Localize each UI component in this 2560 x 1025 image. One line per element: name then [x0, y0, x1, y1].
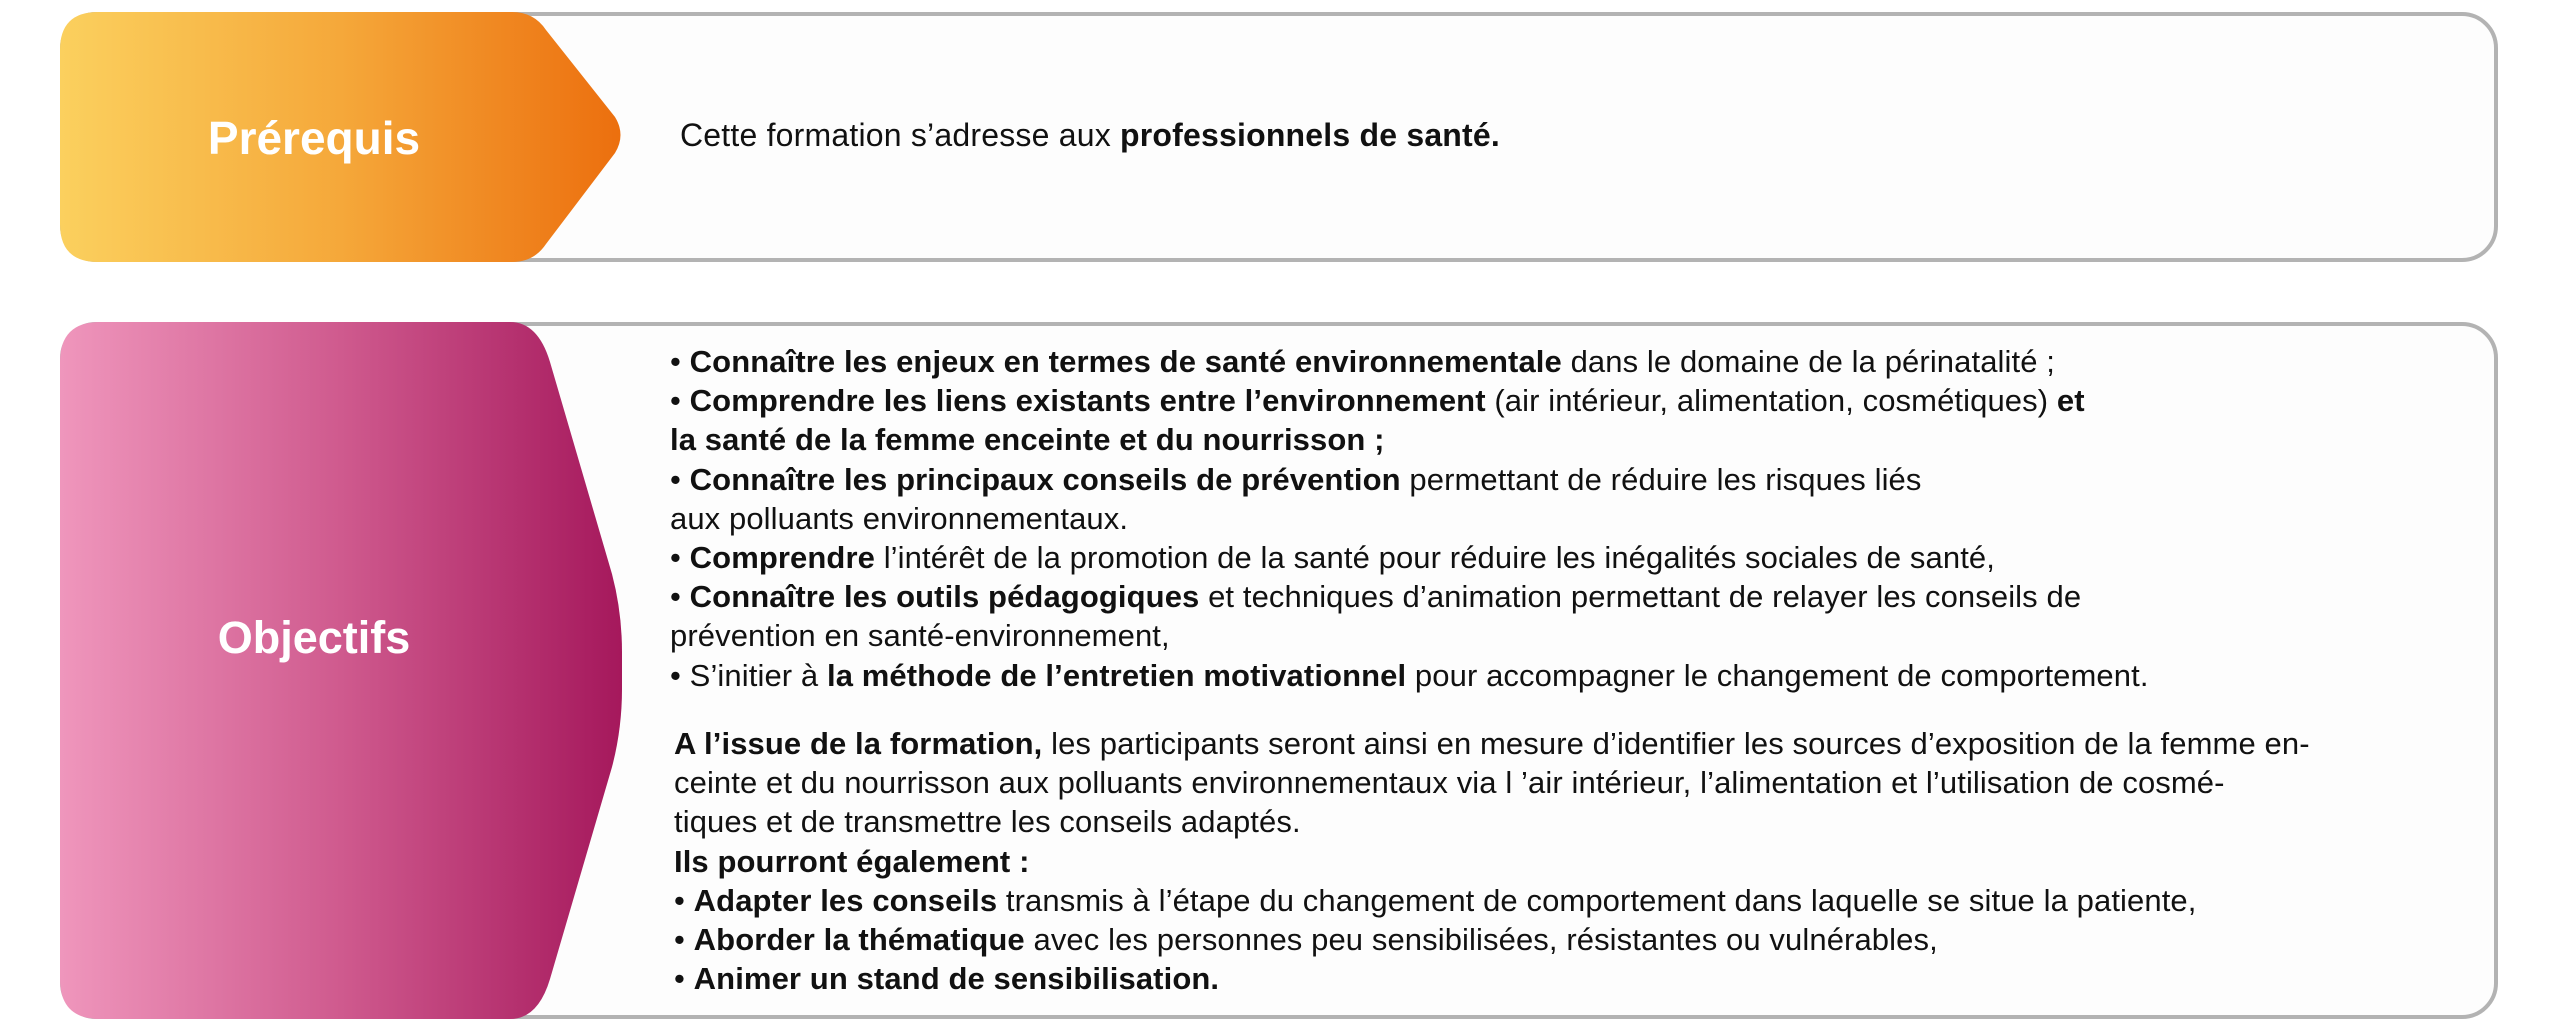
objectif-regular: et techniques d’animation permettant de relayer les conseils de: [1199, 579, 2082, 615]
objectif-item: [670, 381, 2450, 420]
objectifs-chevron-shape: [60, 322, 626, 1019]
bullet: •: [670, 383, 681, 419]
bullet: •: [670, 461, 681, 497]
outcome-item: [674, 959, 2474, 998]
objectif-regular: pour accompagner le changement de comportement.: [1406, 657, 2149, 693]
objectif-bold: Connaître les enjeux en termes de santé environnementale: [689, 344, 1562, 379]
objectif-regular: aux polluants environnementaux.: [670, 500, 1129, 536]
prerequis-text-regular: Cette formation s’adresse aux: [680, 117, 1120, 153]
objectif-regular: l’intérêt de la promotion de la santé pour réduire les inégalités sociales de santé,: [874, 540, 1995, 576]
outcome-regular: avec les personnes peu sensibilisées, résistantes ou vulnérables,: [1024, 922, 1938, 958]
objectif-regular: S’initier à: [689, 657, 827, 693]
objectif-item-continuation: [670, 420, 2450, 459]
bullet: •: [674, 922, 685, 958]
outcome-line: ceinte et du nourrisson aux polluants environnementaux via l ’air intérieur, l’alimentation et l’utilisation de cosmé-: [674, 765, 2225, 801]
objectif-bold: et: [2056, 383, 2085, 419]
objectifs-outcome: [674, 724, 2474, 998]
objectif-item-continuation: [670, 499, 2450, 538]
outcome-bold: Aborder la thématique: [693, 922, 1025, 958]
outcome-line: [674, 724, 2474, 763]
prerequis-text-bold: professionnels de santé.: [1119, 117, 1501, 153]
outcome-item: [674, 881, 2474, 920]
prerequis-text: [680, 115, 1500, 155]
objectifs-list: [670, 342, 2450, 695]
outcome-regular: transmis à l’étape du changement de comportement dans laquelle se situe la patiente,: [997, 882, 2197, 918]
objectifs-tab: [60, 322, 626, 1019]
outcome-regular: les participants seront ainsi en mesure d’identifier les sources d’exposition de la femme en-: [1042, 726, 2310, 761]
objectif-item: [670, 342, 2450, 381]
bullet: •: [674, 961, 685, 997]
outcome-also-heading: Ils pourront également :: [674, 843, 1030, 879]
prerequis-tab: [60, 12, 626, 262]
outcome-bold: Animer un stand de sensibilisation.: [693, 961, 1220, 997]
objectif-bold: Connaître les principaux conseils de prévention: [689, 461, 1401, 497]
objectif-item: [670, 656, 2450, 695]
objectifs-label: Objectifs: [217, 612, 411, 663]
objectif-bold: Comprendre: [689, 540, 875, 576]
outcome-item: [674, 920, 2474, 959]
objectif-bold: la méthode de l’entretien motivationnel: [826, 657, 1407, 693]
outcome-line: tiques et de transmettre les conseils adaptés.: [674, 804, 1301, 840]
objectif-item: [670, 538, 2450, 577]
objectif-item-continuation: [670, 616, 2450, 655]
objectif-bold: Connaître les outils pédagogiques: [689, 579, 1200, 615]
objectif-regular: prévention en santé-environnement,: [670, 618, 1170, 654]
prerequis-label: Prérequis: [207, 112, 421, 164]
objectif-item: [670, 577, 2450, 616]
bullet: •: [674, 882, 685, 918]
bullet: •: [670, 579, 681, 615]
objectif-item: [670, 460, 2450, 499]
objectif-bold: Comprendre les liens existants entre l’environnement: [689, 383, 1486, 419]
objectif-regular: (air intérieur, alimentation, cosmétiques): [1485, 383, 2057, 419]
bullet: •: [670, 344, 681, 379]
objectif-bold: la santé de la femme enceinte et du nourrisson ;: [670, 422, 1385, 458]
bullet: •: [670, 657, 681, 693]
objectif-regular: permettant de réduire les risques liés: [1400, 461, 1922, 497]
objectif-regular: dans le domaine de la périnatalité ;: [1561, 344, 2055, 379]
outcome-bold: Adapter les conseils: [693, 882, 998, 918]
outcome-bold: A l’issue de la formation,: [674, 726, 1043, 761]
bullet: •: [670, 540, 681, 576]
